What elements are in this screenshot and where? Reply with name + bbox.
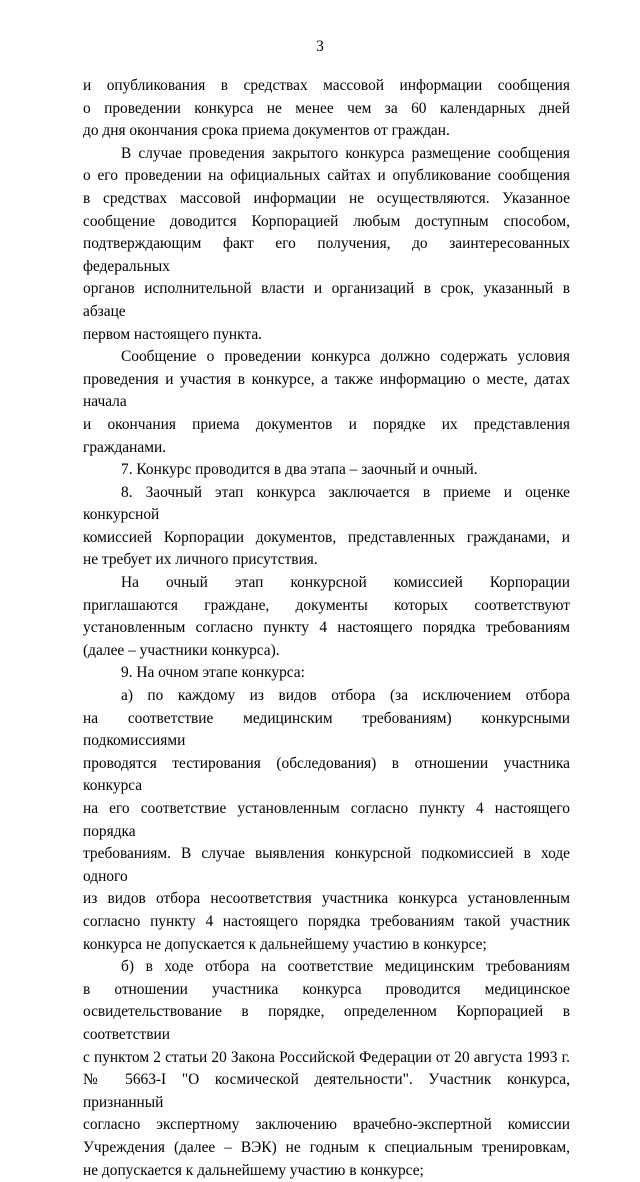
text-line: 9. На очном этапе конкурса:: [83, 662, 570, 685]
text-line: согласно пункту 4 настоящего порядка требованиям такой участник: [83, 911, 570, 934]
text-line: проводятся тестирования (обследования) в отношении участника конкурса: [83, 753, 570, 798]
text-line: подтверждающим факт его получения, до заинтересованных федеральных: [83, 233, 570, 278]
text-line: и опубликования в средствах массовой информации сообщения: [83, 75, 570, 98]
text-line: сообщение доводится Корпорацией любым доступным способом,: [83, 211, 570, 234]
text-line: согласно экспертному заключению врачебно-экспертной комиссии: [83, 1114, 570, 1137]
text-line: 8. Заочный этап конкурса заключается в приеме и оценке конкурсной: [83, 482, 570, 527]
text-line: на соответствие медицинским требованиям) конкурсными подкомиссиями: [83, 708, 570, 753]
paragraph: [83, 572, 570, 662]
text-line: установленным согласно пункту 4 настоящего порядка требованиям: [83, 617, 570, 640]
paragraph: [83, 956, 570, 1182]
text-line: из видов отбора несоответствия участника конкурса установленным: [83, 888, 570, 911]
text-line: о его проведении на официальных сайтах и опубликование сообщения: [83, 165, 570, 188]
paragraph: [83, 346, 570, 459]
text-line: о проведении конкурса не менее чем за 60 календарных дней: [83, 98, 570, 121]
text-line: б) в ходе отбора на соответствие медицинским требованиям: [83, 956, 570, 979]
text-line: комиссией Корпорации документов, представленных гражданами, и: [83, 527, 570, 550]
text-line: Сообщение о проведении конкурса должно содержать условия: [83, 346, 570, 369]
text-line: конкурса не допускается к дальнейшему участию в конкурсе;: [83, 934, 570, 957]
text-line: в отношении участника конкурса проводится медицинское: [83, 979, 570, 1002]
text-line: На очный этап конкурсной комиссией Корпорации: [83, 572, 570, 595]
text-line: в средствах массовой информации не осуществляются. Указанное: [83, 188, 570, 211]
document-body: [83, 75, 570, 1182]
text-line: 7. Конкурс проводится в два этапа – заочный и очный.: [83, 459, 570, 482]
page-number: 3: [0, 37, 640, 57]
text-line: до дня окончания срока приема документов от граждан.: [83, 120, 570, 143]
text-line: и окончания приема документов и порядке их представления гражданами.: [83, 414, 570, 459]
text-line: В случае проведения закрытого конкурса размещение сообщения: [83, 143, 570, 166]
text-line: освидетельствование в порядке, определенном Корпорацией в соответствии: [83, 1001, 570, 1046]
text-line: на его соответствие установленным согласно пункту 4 настоящего порядка: [83, 798, 570, 843]
text-line: органов исполнительной власти и организаций в срок, указанный в абзаце: [83, 278, 570, 323]
paragraph: [83, 75, 570, 143]
paragraph: [83, 143, 570, 346]
paragraph: [83, 459, 570, 482]
text-line: (далее – участники конкурса).: [83, 640, 570, 663]
paragraph: [83, 662, 570, 685]
paragraph: [83, 482, 570, 572]
text-line: № 5663-I "О космической деятельности". Участник конкурса, признанный: [83, 1069, 570, 1114]
paragraph: [83, 685, 570, 956]
text-line: Учреждения (далее – ВЭК) не годным к специальным тренировкам,: [83, 1137, 570, 1160]
text-line: проведения и участия в конкурсе, а также информацию о месте, датах начала: [83, 369, 570, 414]
text-line: а) по каждому из видов отбора (за исключением отбора: [83, 685, 570, 708]
text-line: не допускается к дальнейшему участию в конкурсе;: [83, 1160, 570, 1182]
text-line: с пунктом 2 статьи 20 Закона Российской Федерации от 20 августа 1993 г.: [83, 1047, 570, 1070]
text-line: приглашаются граждане, документы которых соответствуют: [83, 595, 570, 618]
text-line: первом настоящего пункта.: [83, 324, 570, 347]
text-line: требованиям. В случае выявления конкурсной подкомиссией в ходе одного: [83, 843, 570, 888]
text-line: не требует их личного присутствия.: [83, 549, 570, 572]
